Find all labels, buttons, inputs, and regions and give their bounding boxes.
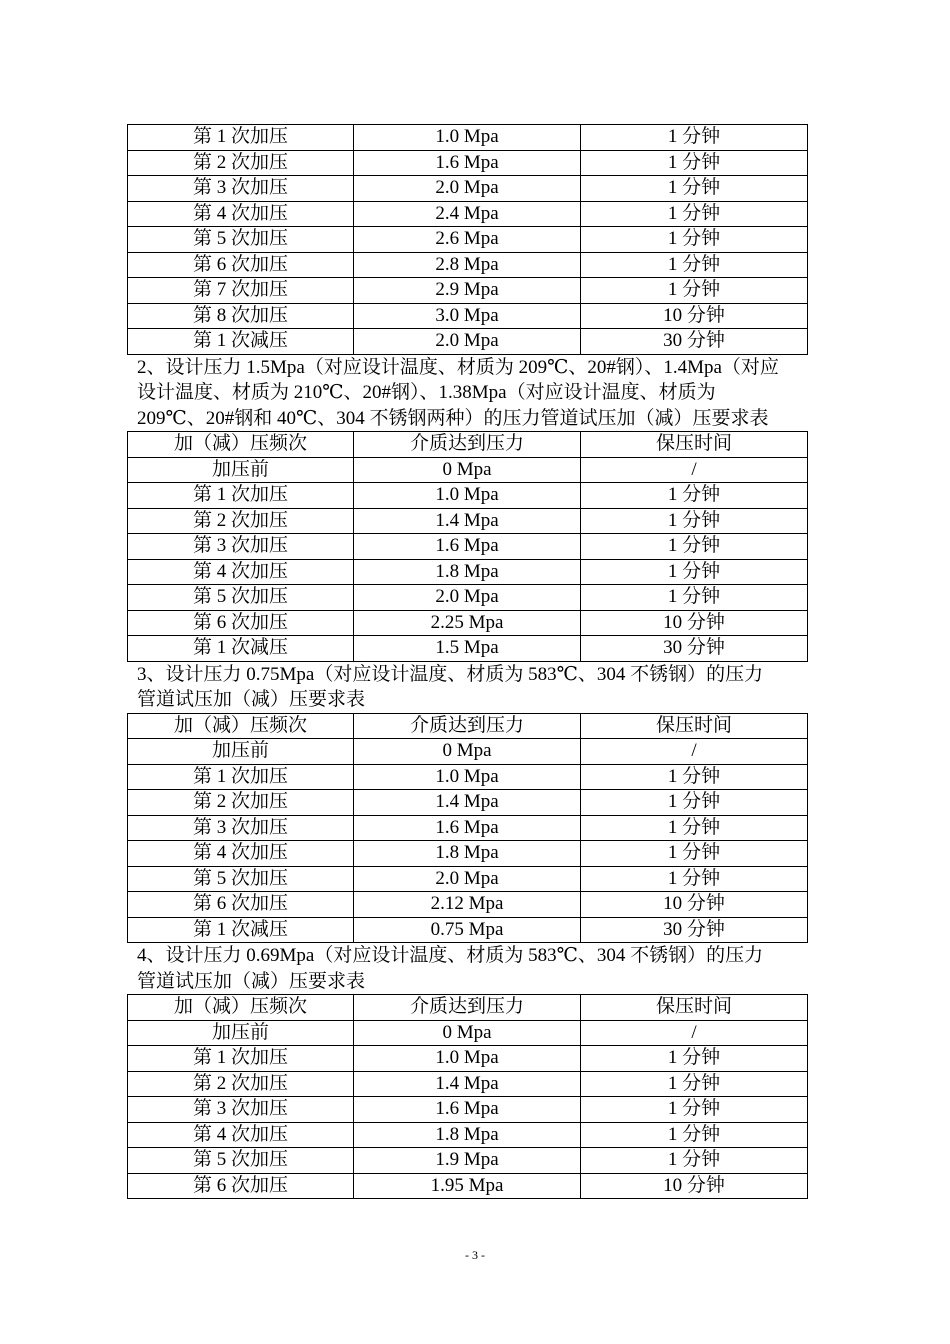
table-cell: 3.0 Mpa [354,303,581,329]
table-cell: 第 5 次加压 [128,585,354,611]
table-row [128,866,808,892]
table-cell: 1 分钟 [581,1071,808,1097]
table-cell: 第 4 次加压 [128,841,354,867]
table-cell: / [581,739,808,765]
table-cell: 1.0 Mpa [354,764,581,790]
table-cell: 第 7 次加压 [128,278,354,304]
table-cell: 第 3 次加压 [128,1097,354,1123]
table-cell: 介质达到压力 [354,995,581,1021]
table-row [128,1097,808,1123]
table-row [128,303,808,329]
table-cell: 0 Mpa [354,739,581,765]
table-4 [127,994,808,1199]
table-cell: 1.8 Mpa [354,841,581,867]
table-cell: 保压时间 [581,432,808,458]
table-cell: 第 2 次加压 [128,508,354,534]
table-3-body [128,713,808,943]
table-cell: 第 1 次加压 [128,125,354,151]
table-cell: 加（减）压频次 [128,995,354,1021]
table-cell: 第 3 次加压 [128,815,354,841]
table-row [128,534,808,560]
table-cell: 第 6 次加压 [128,252,354,278]
table-cell: 2.0 Mpa [354,585,581,611]
page-number: - 3 - [465,1248,485,1262]
table-2-body [128,432,808,662]
table-cell: 第 6 次加压 [128,610,354,636]
table-cell: 第 1 次减压 [128,329,354,355]
table-cell: 1.6 Mpa [354,150,581,176]
table-cell: / [581,457,808,483]
table-row [128,483,808,509]
table-cell: 介质达到压力 [354,713,581,739]
document-page [127,124,808,1199]
table-cell: 30 分钟 [581,636,808,662]
section-3-heading [127,662,808,713]
heading-line: 209℃、20#钢和 40℃、304 不锈钢两种）的压力管道试压加（减）压要求表 [137,407,769,429]
table-cell: 第 1 次加压 [128,1046,354,1072]
table-row [128,1046,808,1072]
table-cell: 加（减）压频次 [128,713,354,739]
table-cell: 第 5 次加压 [128,866,354,892]
table-cell: 0.75 Mpa [354,917,581,943]
section-2-heading [127,355,808,432]
table-cell: 第 2 次加压 [128,790,354,816]
heading-line: 2、设计压力 1.5Mpa（对应设计温度、材质为 209℃、20#钢）、1.4Mpa（对应 [137,356,779,378]
table-cell: / [581,1020,808,1046]
table-cell: 第 3 次加压 [128,176,354,202]
table-row [128,125,808,151]
table-row [128,508,808,534]
table-cell: 1 分钟 [581,1122,808,1148]
table-cell: 加压前 [128,457,354,483]
table-4-body [128,995,808,1199]
table-cell: 加（减）压频次 [128,432,354,458]
table-row [128,329,808,355]
table-cell: 1 分钟 [581,866,808,892]
table-row [128,764,808,790]
table-cell: 保压时间 [581,995,808,1021]
table-cell: 第 6 次加压 [128,1173,354,1199]
table-cell: 0 Mpa [354,457,581,483]
table-cell: 1.9 Mpa [354,1148,581,1174]
table-cell: 1 分钟 [581,201,808,227]
table-cell: 2.0 Mpa [354,329,581,355]
table-cell: 1.95 Mpa [354,1173,581,1199]
table-row [128,1020,808,1046]
table-cell: 第 4 次加压 [128,559,354,585]
table-cell: 2.12 Mpa [354,892,581,918]
table-header-row [128,995,808,1021]
table-cell: 1 分钟 [581,176,808,202]
table-cell: 1.0 Mpa [354,483,581,509]
table-row [128,1071,808,1097]
table-row [128,1173,808,1199]
table-cell: 1 分钟 [581,559,808,585]
table-cell: 1.4 Mpa [354,508,581,534]
table-cell: 1.5 Mpa [354,636,581,662]
table-cell: 保压时间 [581,713,808,739]
table-cell: 第 8 次加压 [128,303,354,329]
table-cell: 加压前 [128,1020,354,1046]
table-cell: 30 分钟 [581,917,808,943]
table-cell: 10 分钟 [581,610,808,636]
table-cell: 1 分钟 [581,278,808,304]
table-row [128,815,808,841]
table-row [128,1122,808,1148]
table-cell: 10 分钟 [581,303,808,329]
table-cell: 2.8 Mpa [354,252,581,278]
table-cell: 2.0 Mpa [354,866,581,892]
table-cell: 10 分钟 [581,1173,808,1199]
table-cell: 1 分钟 [581,764,808,790]
table-cell: 1 分钟 [581,508,808,534]
table-cell: 1 分钟 [581,227,808,253]
heading-line: 设计温度、材质为 210℃、20#钢）、1.38Mpa（对应设计温度、材质为 [137,382,716,403]
table-cell: 1.4 Mpa [354,790,581,816]
table-cell: 第 3 次加压 [128,534,354,560]
table-cell: 1 分钟 [581,841,808,867]
heading-line: 管道试压加（减）压要求表 [137,970,366,992]
table-cell: 2.0 Mpa [354,176,581,202]
heading-line: 管道试压加（减）压要求表 [137,689,366,710]
table-row [128,559,808,585]
table-cell: 第 1 次加压 [128,764,354,790]
table-1-body [128,125,808,355]
table-row [128,610,808,636]
table-row [128,585,808,611]
table-cell: 2.6 Mpa [354,227,581,253]
table-row [128,227,808,253]
table-cell: 介质达到压力 [354,432,581,458]
table-header-row [128,713,808,739]
table-cell: 1 分钟 [581,1097,808,1123]
table-cell: 1 分钟 [581,815,808,841]
table-cell: 第 5 次加压 [128,1148,354,1174]
table-cell: 1 分钟 [581,1148,808,1174]
table-cell: 第 4 次加压 [128,1122,354,1148]
table-cell: 第 1 次加压 [128,483,354,509]
table-cell: 1 分钟 [581,150,808,176]
table-cell: 1 分钟 [581,125,808,151]
table-row [128,201,808,227]
table-cell: 1.6 Mpa [354,534,581,560]
heading-line: 3、设计压力 0.75Mpa（对应设计温度、材质为 583℃、304 不锈钢）的压力 [137,663,764,685]
table-3 [127,713,808,944]
section-4-heading [127,943,808,994]
table-1 [127,124,808,355]
table-row [128,176,808,202]
heading-line: 4、设计压力 0.69Mpa（对应设计温度、材质为 583℃、304 不锈钢）的压力 [137,945,764,966]
table-cell: 第 4 次加压 [128,201,354,227]
table-cell: 1 分钟 [581,534,808,560]
table-row [128,636,808,662]
table-cell: 1.8 Mpa [354,559,581,585]
table-cell: 加压前 [128,739,354,765]
table-cell: 1 分钟 [581,790,808,816]
table-cell: 1.8 Mpa [354,1122,581,1148]
table-cell: 第 1 次减压 [128,636,354,662]
table-cell: 第 6 次加压 [128,892,354,918]
table-row [128,790,808,816]
table-cell: 1 分钟 [581,252,808,278]
table-row [128,917,808,943]
table-cell: 1.4 Mpa [354,1071,581,1097]
table-row [128,278,808,304]
table-cell: 10 分钟 [581,892,808,918]
table-row [128,1148,808,1174]
table-cell: 第 5 次加压 [128,227,354,253]
table-row [128,739,808,765]
table-cell: 1.6 Mpa [354,1097,581,1123]
table-cell: 1.6 Mpa [354,815,581,841]
table-cell: 1 分钟 [581,483,808,509]
table-cell: 第 1 次减压 [128,917,354,943]
table-header-row [128,432,808,458]
table-cell: 1.0 Mpa [354,125,581,151]
table-cell: 1.0 Mpa [354,1046,581,1072]
table-cell: 1 分钟 [581,585,808,611]
table-row [128,457,808,483]
table-row [128,252,808,278]
table-cell: 0 Mpa [354,1020,581,1046]
table-row [128,892,808,918]
table-row [128,841,808,867]
table-2 [127,431,808,662]
table-cell: 第 2 次加压 [128,1071,354,1097]
table-cell: 2.4 Mpa [354,201,581,227]
table-cell: 30 分钟 [581,329,808,355]
table-cell: 2.9 Mpa [354,278,581,304]
table-cell: 1 分钟 [581,1046,808,1072]
table-cell: 第 2 次加压 [128,150,354,176]
table-cell: 2.25 Mpa [354,610,581,636]
table-row [128,150,808,176]
